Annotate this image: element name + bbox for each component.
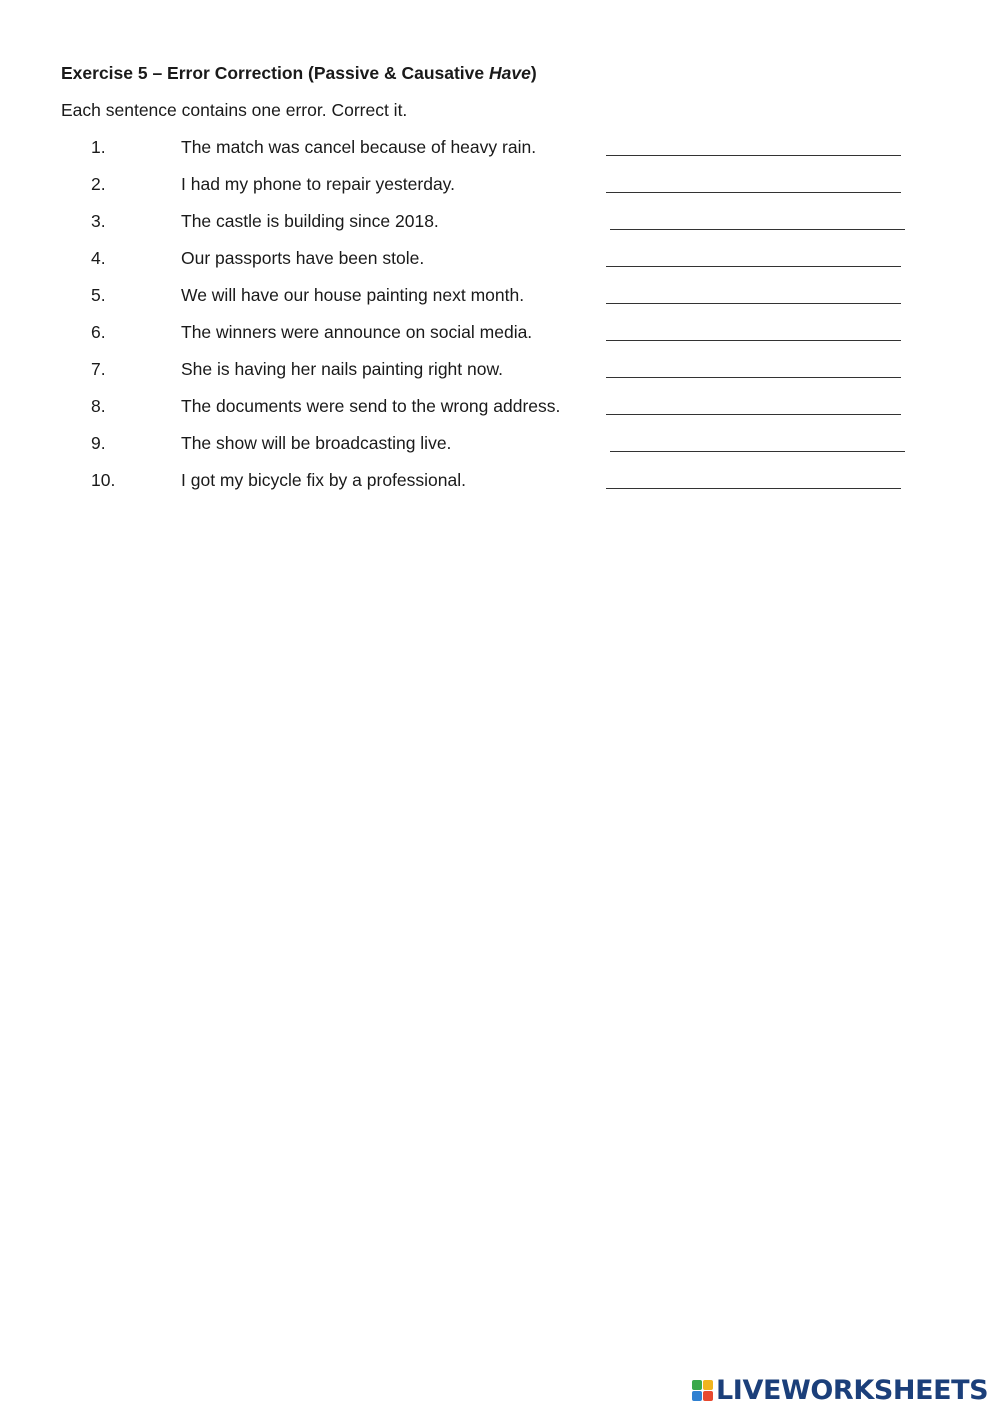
title-prefix: Exercise 5 – Error Correction (Passive & Causative <box>61 63 489 83</box>
item-number: 1. <box>91 137 106 157</box>
item-sentence: The documents were send to the wrong address. <box>181 396 561 416</box>
exercise-item <box>0 172 1000 209</box>
item-sentence: She is having her nails painting right now. <box>181 359 504 379</box>
exercise-item <box>0 283 1000 320</box>
item-sentence: We will have our house painting next month. <box>181 285 525 305</box>
logo-square-icon <box>692 1380 702 1390</box>
exercise-item <box>0 246 1000 283</box>
item-sentence: The castle is building since 2018. <box>181 211 439 231</box>
answer-field[interactable] <box>606 488 901 489</box>
exercise-item <box>0 394 1000 431</box>
answer-field[interactable] <box>606 340 901 341</box>
item-sentence: The match was cancel because of heavy rain. <box>181 137 537 157</box>
exercise-item <box>0 209 1000 246</box>
answer-field[interactable] <box>606 303 901 304</box>
item-number: 2. <box>91 174 106 194</box>
item-number: 9. <box>91 433 106 453</box>
item-number: 5. <box>91 285 106 305</box>
item-sentence: I had my phone to repair yesterday. <box>181 174 455 194</box>
item-number: 4. <box>91 248 106 268</box>
logo-mark-icon <box>692 1380 713 1401</box>
instructions: Each sentence contains one error. Correct it. <box>61 100 408 120</box>
exercise-item <box>0 135 1000 172</box>
answer-field[interactable] <box>610 229 905 230</box>
answer-field[interactable] <box>606 155 901 156</box>
logo-square-icon <box>703 1380 713 1390</box>
title-emphasis: Have <box>489 63 531 83</box>
answer-field[interactable] <box>606 414 901 415</box>
item-number: 10. <box>91 470 116 490</box>
exercise-item <box>0 357 1000 394</box>
item-number: 8. <box>91 396 106 416</box>
item-sentence: The winners were announce on social media. <box>181 322 533 342</box>
exercise-item <box>0 320 1000 357</box>
exercise-title <box>61 61 537 85</box>
title-suffix: ) <box>530 63 537 83</box>
logo-square-icon <box>703 1391 713 1401</box>
answer-field[interactable] <box>610 451 905 452</box>
item-sentence: I got my bicycle fix by a professional. <box>181 470 466 490</box>
item-number: 7. <box>91 359 106 379</box>
logo-text: LIVEWORKSHEETS <box>716 1374 989 1406</box>
item-number: 6. <box>91 322 106 342</box>
answer-field[interactable] <box>606 192 901 193</box>
logo-square-icon <box>692 1391 702 1401</box>
answer-field[interactable] <box>606 266 901 267</box>
answer-field[interactable] <box>606 377 901 378</box>
exercise-item <box>0 468 1000 505</box>
item-number: 3. <box>91 211 106 231</box>
liveworksheets-logo <box>692 1375 988 1405</box>
exercise-item <box>0 431 1000 468</box>
exercise-list <box>0 135 1000 505</box>
item-sentence: The show will be broadcasting live. <box>181 433 452 453</box>
item-sentence: Our passports have been stole. <box>181 248 425 268</box>
